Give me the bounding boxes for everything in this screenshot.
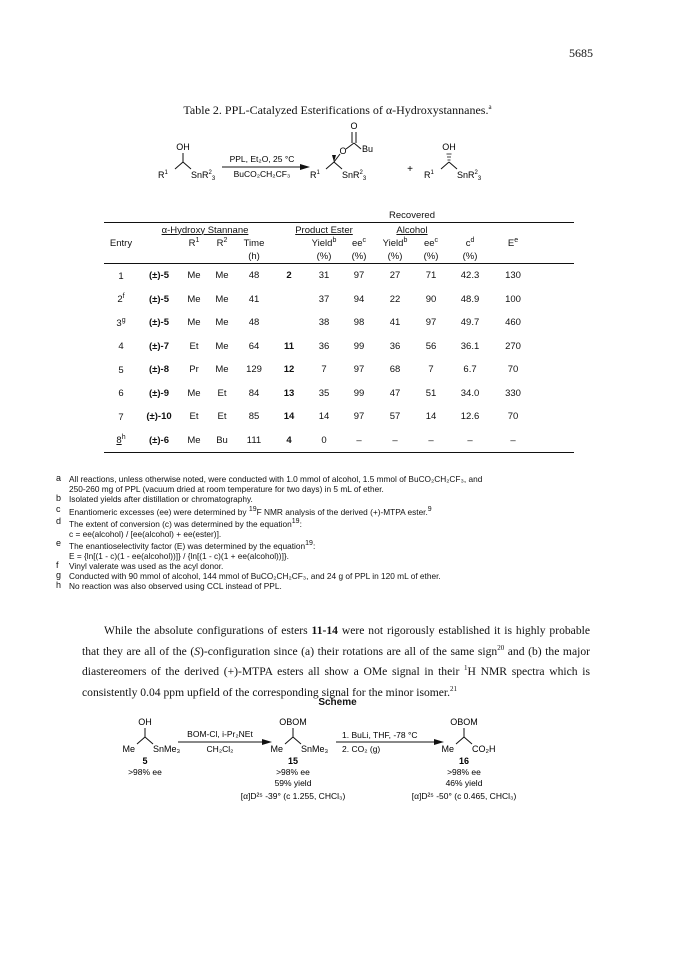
cell-r2: Et <box>217 411 227 423</box>
cell-pad <box>534 311 574 335</box>
cell-ryield: 47 <box>389 387 401 399</box>
cell-r1: Et <box>189 340 199 352</box>
cell-c: 48.9 <box>460 293 480 305</box>
scheme-title: Scheme <box>318 697 357 708</box>
ester-bu: Bu <box>362 144 374 154</box>
body-paragraph: While the absolute configurations of esters 11-14 were not rigorously established it is highly probable that they are all of the (S)-configuration since (a) their rotations are all of the same sign$^{20}$ and (b) the major diastereomers of the derived (+)-MTPA esters all show a OMe signal in their $^1$H NMR spectra which is consistently 0.04 ppm upfield of the corresponding signal for the minor isomer.$^{21}$ <box>82 624 590 699</box>
header-pct: (%) <box>306 250 342 264</box>
cell-yield: 7 <box>321 364 327 376</box>
table-title-text: Table 2. PPL-Catalyzed Esterifications of α-Hydroxystannanes. <box>183 103 489 117</box>
header-ester-ee: $ee^c$ <box>351 237 367 250</box>
header-alcohol-ee: $ee^c$ <box>423 237 439 250</box>
cell-c: 49.7 <box>460 317 480 329</box>
cell-r1: Me <box>180 429 208 453</box>
scheme-me-15: Me <box>270 744 283 754</box>
cell-ee: – <box>342 429 376 453</box>
cell-yield: 38 <box>318 317 330 329</box>
cell-e: 330 <box>505 387 521 399</box>
scheme-ee-15: >98% ee <box>276 767 310 777</box>
cell-r1: Me <box>187 317 201 329</box>
cell-pad <box>534 288 574 312</box>
cell-r1: Et <box>189 411 199 423</box>
scheme-rotation-16: [α]D²⁵ -50° (c 0.465, CHCl₃) <box>411 791 517 801</box>
cell-cmpd: (±)-5 <box>149 270 169 282</box>
cell-entry: 8$^h$ <box>104 429 138 453</box>
ester-snr2-3: SnR$^2_3$ <box>342 170 367 182</box>
cell-ree: 71 <box>425 270 437 282</box>
cell-time: 48 <box>248 270 260 282</box>
header-r2: $R^2$ <box>216 237 228 250</box>
cell-ester: 2 <box>286 270 292 282</box>
cell-e: 70 <box>507 364 519 376</box>
table-title <box>0 103 675 118</box>
cell-cmpd: (±)-10 <box>146 411 172 423</box>
scheme-me-5: Me <box>122 744 135 754</box>
cell-r1: Pr <box>189 364 199 376</box>
header-time: Time <box>243 238 265 249</box>
cell-ryield: 57 <box>389 411 401 423</box>
footnote-h: h No reaction was also observed using CCL instead of PPL. <box>56 580 282 592</box>
footnote-g: g Conducted with 90 mmol of alcohol, 144 mmol of BuCO₂CH₂CF₃, and 24 g of PPL in 120 mL of ether. <box>56 570 441 582</box>
ester-oxygen: O <box>339 146 347 156</box>
cell-cmpd: (±)-8 <box>149 364 169 376</box>
footnote-c: c Enantiomeric excesses (ee) were determined by $^{19}$F NMR analysis of the derived (+)-MTPA ester.$^9$ <box>56 503 432 517</box>
reactant-oh: OH <box>176 142 190 152</box>
cell-ester: 11 <box>283 340 295 352</box>
cell-c: 12.6 <box>460 411 480 423</box>
cell-r2: Bu <box>208 429 236 453</box>
cell-ee: 99 <box>353 387 365 399</box>
cell-ee: 98 <box>353 317 365 329</box>
cell-ester: 12 <box>283 364 295 376</box>
scheme-rotation-15: [α]D²⁵ -39° (c 1.255, CHCl₃) <box>240 791 346 801</box>
scheme-snme3-5: SnMe₃ <box>153 744 181 754</box>
cell-ee: 99 <box>353 340 365 352</box>
cell-c: 34.0 <box>460 387 480 399</box>
cell-c: 6.7 <box>463 364 477 376</box>
scheme-compound-5: 5 <box>142 756 148 766</box>
table-row <box>104 382 574 406</box>
cell-r2: Me <box>215 270 229 282</box>
cell-ee: 94 <box>353 293 365 305</box>
product-oh: OH <box>442 142 456 152</box>
scheme-compound-15: 15 <box>287 756 299 766</box>
cell-c: – <box>448 429 492 453</box>
reactant-snr2-3: SnR$^2_3$ <box>191 170 216 182</box>
cell-time: 84 <box>248 387 260 399</box>
cell-ree: 7 <box>428 364 434 376</box>
cell-time: 85 <box>248 411 260 423</box>
cell-entry: 5 <box>118 364 124 376</box>
footnote-d: d The extent of conversion (c) was determined by the equation$^{19}$: c = ee(alcohol) / [ee(alcohol) + ee(ester)]. <box>56 515 302 539</box>
cell-time: 111 <box>236 429 272 453</box>
table-row <box>104 405 574 429</box>
footnote-f: f Vinyl valerate was used as the acyl donor. <box>56 559 224 571</box>
cell-time: 64 <box>248 340 260 352</box>
header-ester: Product Ester <box>295 224 353 236</box>
conditions-line2: BuCO₂CH₂CF₃ <box>233 169 291 179</box>
cell-cmpd: (±)-7 <box>149 340 169 352</box>
cell-ree: 14 <box>425 411 437 423</box>
cell-r2: Me <box>215 340 229 352</box>
cell-entry: 1 <box>118 270 124 282</box>
cell-e: 130 <box>505 270 521 282</box>
cell-ryield: 68 <box>389 364 401 376</box>
product-snr2-3: SnR$^2_3$ <box>457 170 482 182</box>
cell-yield: 31 <box>318 270 330 282</box>
scheme-snme3-15: SnMe₃ <box>301 744 329 754</box>
cell-entry: 4 <box>118 341 124 353</box>
cell-yield: 0 <box>306 429 342 453</box>
scheme-oh: OH <box>138 717 152 727</box>
header-alcohol: Alcohol <box>396 224 428 236</box>
cell-time: 48 <box>248 317 260 329</box>
footnotes <box>52 474 632 592</box>
cell-ryield: 22 <box>389 293 401 305</box>
cell-yield: 14 <box>318 411 330 423</box>
header-time-unit: (h) <box>236 250 272 264</box>
header-pct: (%) <box>414 250 448 264</box>
header-e: $E^e$ <box>507 237 519 250</box>
cell-time: 41 <box>248 293 260 305</box>
cell-cmpd: (±)-6 <box>138 429 180 453</box>
cell-ree: 90 <box>425 293 437 305</box>
cell-ester: 4 <box>272 429 306 453</box>
conditions-line1: PPL, Et₂O, 25 °C <box>229 154 295 164</box>
scheme-ee-16: >98% ee <box>447 767 481 777</box>
cell-r1: Me <box>187 293 201 305</box>
table-row <box>104 358 574 382</box>
cell-r1: Me <box>187 270 201 282</box>
reactant-r1: $R^1$ <box>158 170 168 180</box>
cell-ester: 14 <box>283 411 295 423</box>
cell-ester: 13 <box>283 387 295 399</box>
header-pct: (%) <box>342 250 376 264</box>
scheme-cond2b: 2. CO₂ (g) <box>342 744 381 754</box>
ester-carbonyl-o: O <box>350 121 358 131</box>
cell-entry: 7 <box>118 411 124 423</box>
cell-entry: 3$^g$ <box>116 316 126 329</box>
header-entry: Entry <box>109 238 133 249</box>
cell-ee: 97 <box>353 411 365 423</box>
footnote-e: e The enantioselectivity factor (E) was determined by the equation$^{19}$: E = {ln[(1 - c)(1 - ee(alcohol))]} / {ln[(1 - c)(1 + ee(alcohol))]}. <box>56 537 316 561</box>
scheme-obom-15: OBOM <box>279 717 307 727</box>
cell-ryield: – <box>376 429 414 453</box>
scheme-compound-16: 16 <box>458 756 470 766</box>
cell-ryield: 36 <box>389 340 401 352</box>
header-pct: (%) <box>448 250 492 264</box>
header-ester-yield: Yield$^b$ <box>311 237 337 250</box>
scheme-cond1b: CH₂Cl₂ <box>206 744 234 754</box>
cell-c: 36.1 <box>460 340 480 352</box>
cell-entry: 2$^f$ <box>117 293 125 306</box>
cell-ester <box>272 288 306 312</box>
plus-sign: + <box>407 164 413 175</box>
cell-yield: 36 <box>318 340 330 352</box>
header-pct: (%) <box>376 250 414 264</box>
cell-yield: 35 <box>318 387 330 399</box>
header-recovered: Recovered <box>389 209 435 221</box>
header-c: $c^d$ <box>465 237 475 250</box>
cell-e: 460 <box>505 317 521 329</box>
table-row <box>104 335 574 359</box>
cell-r2: Et <box>217 387 227 399</box>
cell-ryield: 41 <box>389 317 401 329</box>
cell-pad <box>534 358 574 382</box>
footnote-b: b Isolated yields after distillation or chromatography. <box>56 493 253 505</box>
results-table <box>104 208 574 453</box>
synthesis-scheme <box>0 712 675 822</box>
product-r1: $R^1$ <box>424 170 434 180</box>
table-title-note: a <box>488 103 492 111</box>
cell-cmpd: (±)-9 <box>149 387 169 399</box>
table-row <box>104 264 574 288</box>
table-row <box>104 288 574 312</box>
cell-e: 100 <box>505 293 521 305</box>
cell-e: 70 <box>507 411 519 423</box>
cell-e: – <box>492 429 534 453</box>
header-r1: $R^1$ <box>188 237 200 250</box>
cell-ee: 97 <box>353 364 365 376</box>
scheme-yield-16: 46% yield <box>445 778 483 788</box>
scheme-cond2a: 1. BuLi, THF, -78 °C <box>342 730 418 740</box>
header-alcohol-yield: Yield$^b$ <box>382 237 408 250</box>
footnote-a: a All reactions, unless otherwise noted, were conducted with 1.0 mmol of alcohol, 1.5 mmol of BuCO₂CH₂CF₃, and 250-260 mg of PPL (vacuum dried at room temperature for two days) in 5 mL of ether. <box>56 473 483 495</box>
cell-pad <box>534 264 574 288</box>
cell-ree: – <box>414 429 448 453</box>
cell-pad <box>534 335 574 359</box>
page-number: 5685 <box>569 46 593 60</box>
cell-pad <box>534 382 574 406</box>
cell-r2: Me <box>215 364 229 376</box>
scheme-cond1a: BOM-Cl, i-Pr₂NEt <box>187 729 253 739</box>
table-row <box>104 311 574 335</box>
scheme-co2h-16: CO₂H <box>472 744 496 754</box>
cell-entry: 6 <box>118 388 124 400</box>
cell-ree: 51 <box>425 387 437 399</box>
cell-r1: Me <box>187 387 201 399</box>
cell-ester <box>272 311 306 335</box>
scheme-me-16: Me <box>441 744 454 754</box>
cell-time: 129 <box>246 364 262 376</box>
cell-cmpd: (±)-5 <box>149 293 169 305</box>
cell-r2: Me <box>215 317 229 329</box>
cell-cmpd: (±)-5 <box>149 317 169 329</box>
scheme-yield-15: 59% yield <box>274 778 312 788</box>
cell-e: 270 <box>505 340 521 352</box>
cell-r2: Me <box>215 293 229 305</box>
reaction-scheme <box>0 118 675 198</box>
ester-r1: $R^1$ <box>310 170 320 180</box>
scheme-obom-16: OBOM <box>450 717 478 727</box>
cell-ee: 97 <box>353 270 365 282</box>
cell-yield: 37 <box>318 293 330 305</box>
cell-ryield: 27 <box>389 270 401 282</box>
cell-ree: 97 <box>425 317 437 329</box>
cell-ree: 56 <box>425 340 437 352</box>
scheme-ee-5: >98% ee <box>128 767 162 777</box>
cell-c: 42.3 <box>460 270 480 282</box>
header-stannane: α-Hydroxy Stannane <box>161 224 249 236</box>
cell-pad <box>534 405 574 429</box>
table-row <box>104 429 574 453</box>
cell-pad <box>534 429 574 453</box>
